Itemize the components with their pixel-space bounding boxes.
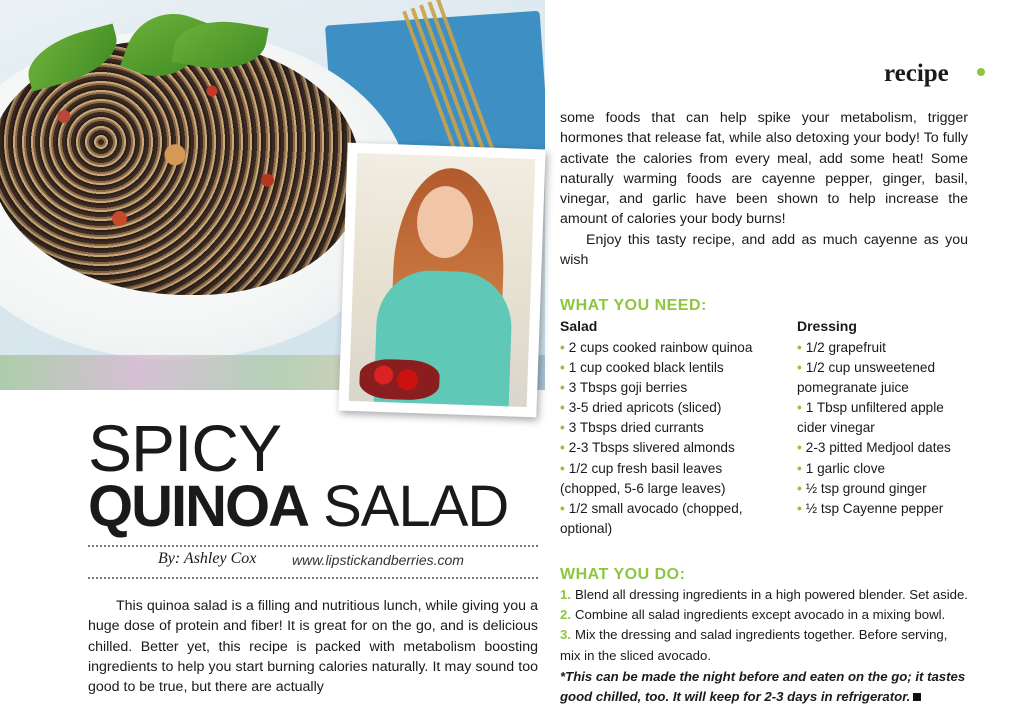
salad-ingredient [560,418,785,438]
salad-ingredient [560,459,785,499]
ingredient-text: 3 Tbsps goji berries [568,380,688,396]
ingredient-text: ½ tsp Cayenne pepper [805,500,944,516]
bullet-icon: • [560,500,565,516]
title-line-2 [88,474,509,539]
bullet-icon: • [560,460,565,476]
salad-ingredients [560,338,785,539]
end-mark-icon [913,693,921,701]
ingredient-text: 3 Tbsps dried currants [568,420,704,436]
bullet-icon: • [797,480,802,496]
intro-body [88,596,538,697]
ingredient-text: 2-3 pitted Medjool dates [805,440,951,456]
accent-dot [977,68,985,76]
bullet-icon: • [797,360,802,376]
step-item [560,625,970,665]
what-you-need-heading: WHAT YOU NEED: [560,297,707,314]
dressing-ingredients [797,338,972,519]
divider-top [88,545,538,547]
bullet-icon: • [560,340,565,355]
section-label: recipe [884,60,949,87]
dressing-ingredient [797,459,972,479]
bullet-icon: • [797,460,802,476]
step-item [560,605,970,625]
bullet-icon: • [797,340,802,355]
author-portrait [338,143,545,418]
steps-list [560,585,970,666]
ingredient-text: 1/2 grapefruit [805,340,886,355]
bullet-icon: • [560,360,565,376]
ingredient-text: ½ tsp ground ginger [805,480,927,496]
ingredient-text: 1 cup cooked black lentils [568,360,724,376]
enjoy-paragraph: Enjoy this tasty recipe, and add as much cayenne as you wish [560,231,968,269]
ingredient-text: 1 Tbsp unfiltered apple cider vinegar [797,400,944,436]
step-text: Blend all dressing ingredients in a high powered blender. Set aside. [575,587,968,602]
salad-ingredient [560,499,785,539]
ingredient-text: 1/2 small avocado (chopped, optional) [560,500,743,536]
ingredient-text: 1/2 cup fresh basil leaves (chopped, 5-6 large leaves) [560,460,726,496]
salad-ingredient [560,398,785,418]
salad-heading: Salad [560,318,598,334]
what-you-do-heading: WHAT YOU DO: [560,566,686,583]
step-number: 1. [560,587,571,602]
dressing-ingredient [797,338,972,358]
divider-bottom [88,577,538,579]
bullet-icon: • [560,420,565,436]
step-text: Combine all salad ingredients except avocado in a mixing bowl. [575,607,946,623]
tip-note [560,667,970,707]
dressing-ingredient [797,398,972,438]
strawberries [359,358,440,401]
website-link[interactable]: www.lipstickandberries.com [292,552,464,568]
step-item [560,585,970,605]
dressing-ingredient [797,479,972,499]
salad-ingredient [560,378,785,398]
title-bold-word: QUINOA [88,474,308,539]
salad-ingredient [560,338,785,358]
continuation-paragraph: some foods that can help spike your metabolism, trigger hormones that release fat, while also detoxing your body! To fully activate the calories from every meal, add some heat! Some naturally warming foods are cayenne pepper, ginger, basil, vinegar, and garlic have been shown to help increase the amount of calories your body burns! [560,110,968,228]
title-line-1: SPICY [88,411,282,485]
ingredient-text: 1/2 cup unsweetened pomegranate juice [797,360,936,396]
bullet-icon: • [797,400,802,416]
ingredient-text: 1 garlic clove [805,460,886,476]
bullet-icon: • [560,440,565,456]
dressing-ingredient [797,358,972,398]
ingredient-text: 2-3 Tbsps slivered almonds [568,440,735,456]
byline: By: Ashley Cox [158,550,257,567]
body-continued [560,108,968,270]
bullet-icon: • [797,500,802,516]
ingredient-text: 3-5 dried apricots (sliced) [568,400,722,416]
dressing-ingredient [797,499,972,519]
dressing-heading: Dressing [797,318,857,334]
intro-paragraph: This quinoa salad is a filling and nutritious lunch, while giving you a huge dose of protein and fiber! It is great for on the go, and is delicious chilled. Better yet, this recipe is packed with metabolism boosting ingredients to help you start burning calories naturally. It may sound too good to be true, but there are actually [88,598,538,696]
bullet-icon: • [797,440,802,456]
salad-ingredient [560,358,785,378]
dressing-ingredient [797,438,972,458]
step-number: 3. [560,627,571,643]
bullet-icon: • [560,380,565,396]
tip-text: *This can be made the night before and eaten on the go; it tastes good chilled, too. It will keep for 2-3 days in refrigerator. [560,669,966,704]
step-text: Mix the dressing and salad ingredients together. Before serving, mix in the sliced avocado. [560,627,948,663]
step-number: 2. [560,607,571,623]
bullet-icon: • [560,400,565,416]
salad-ingredient [560,438,785,458]
ingredient-text: 2 cups cooked rainbow quinoa [568,340,753,355]
title-regular-word: SALAD [308,474,509,539]
